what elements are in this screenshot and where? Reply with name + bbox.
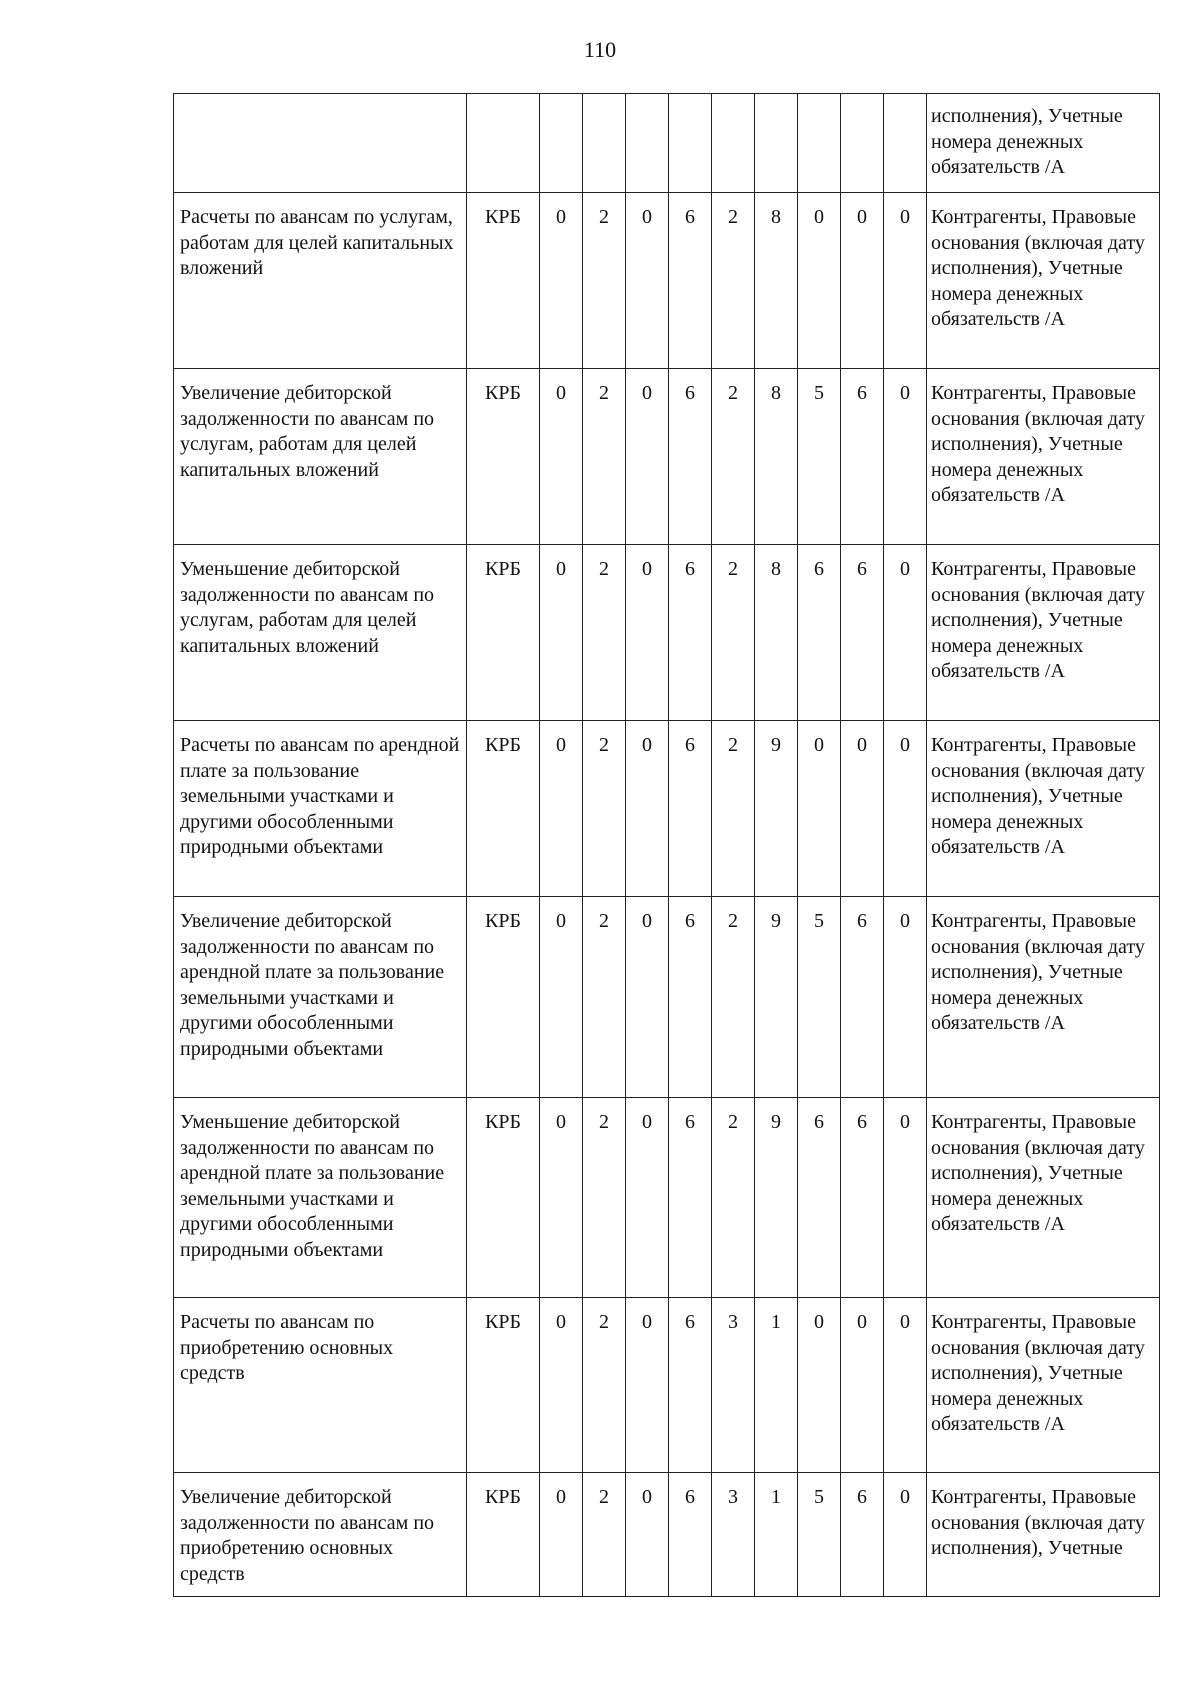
digit-cell: 0	[626, 193, 669, 369]
analytics-attributes-cell: Контрагенты, Правовые основания (включая дату исполнения), Учетные номера денежных обязательств /А	[927, 193, 1160, 369]
account-name-cell: Увеличение дебиторской задолженности по авансам по приобретению основных средств	[174, 1473, 467, 1597]
digit-cell: 0	[884, 193, 927, 369]
account-name-cell	[174, 94, 467, 193]
digit-cell: 5	[798, 897, 841, 1098]
digit-cell: 0	[884, 1298, 927, 1473]
digit-cell: 3	[712, 1298, 755, 1473]
digit-cell: 6	[798, 545, 841, 721]
digit-cell: 2	[583, 1298, 626, 1473]
digit-cell: 5	[798, 369, 841, 545]
analytics-attributes-cell: Контрагенты, Правовые основания (включая дату исполнения), Учетные номера денежных обязательств /А	[927, 721, 1160, 897]
digit-cell: 0	[841, 721, 884, 897]
digit-cell: 6	[669, 193, 712, 369]
accounts-table	[173, 93, 1160, 1597]
digit-cell: 0	[540, 1473, 583, 1597]
table-row	[174, 1098, 1160, 1298]
account-name-cell: Увеличение дебиторской задолженности по авансам по услугам, работам для целей капитальных вложений	[174, 369, 467, 545]
table-row	[174, 545, 1160, 721]
digit-cell	[712, 94, 755, 193]
digit-cell: 0	[540, 369, 583, 545]
digit-cell: 0	[884, 721, 927, 897]
digit-cell: 0	[626, 1098, 669, 1298]
digit-cell: 2	[583, 1473, 626, 1597]
table-body	[174, 94, 1160, 1597]
digit-cell: 2	[583, 369, 626, 545]
digit-cell: 6	[669, 897, 712, 1098]
table-row	[174, 94, 1160, 193]
digit-cell: 2	[583, 545, 626, 721]
digit-cell: 0	[540, 193, 583, 369]
digit-cell: 2	[583, 1098, 626, 1298]
digit-cell: 0	[540, 1098, 583, 1298]
digit-cell: 2	[712, 369, 755, 545]
budget-code-cell: КРБ	[467, 545, 540, 721]
digit-cell: 0	[626, 369, 669, 545]
analytics-attributes-cell: Контрагенты, Правовые основания (включая дату исполнения), Учетные номера денежных обязательств /А	[927, 1298, 1160, 1473]
digit-cell: 6	[669, 369, 712, 545]
budget-code-cell: КРБ	[467, 1473, 540, 1597]
digit-cell	[755, 94, 798, 193]
analytics-attributes-cell: Контрагенты, Правовые основания (включая дату исполнения), Учетные номера денежных обязательств /А	[927, 369, 1160, 545]
table-row	[174, 721, 1160, 897]
digit-cell: 0	[884, 897, 927, 1098]
digit-cell: 6	[669, 1473, 712, 1597]
digit-cell	[583, 94, 626, 193]
digit-cell: 2	[583, 721, 626, 897]
digit-cell: 9	[755, 897, 798, 1098]
page-number: 110	[583, 37, 617, 62]
budget-code-cell: КРБ	[467, 369, 540, 545]
digit-cell: 6	[841, 897, 884, 1098]
digit-cell: 6	[841, 1098, 884, 1298]
digit-cell: 0	[841, 193, 884, 369]
digit-cell: 3	[712, 1473, 755, 1597]
analytics-attributes-cell: Контрагенты, Правовые основания (включая дату исполнения), Учетные	[927, 1473, 1160, 1597]
analytics-attributes-cell: Контрагенты, Правовые основания (включая дату исполнения), Учетные номера денежных обязательств /А	[927, 1098, 1160, 1298]
table-row	[174, 369, 1160, 545]
budget-code-cell: КРБ	[467, 1098, 540, 1298]
digit-cell: 0	[540, 721, 583, 897]
table-row	[174, 1298, 1160, 1473]
account-name-cell: Расчеты по авансам по услугам, работам для целей капитальных вложений	[174, 193, 467, 369]
account-name-cell: Уменьшение дебиторской задолженности по авансам по арендной плате за пользование земельными участками и другими обособленными природными объектами	[174, 1098, 467, 1298]
digit-cell	[884, 94, 927, 193]
account-name-cell: Увеличение дебиторской задолженности по авансам по арендной плате за пользование земельными участками и другими обособленными природными объектами	[174, 897, 467, 1098]
digit-cell: 0	[841, 1298, 884, 1473]
digit-cell	[841, 94, 884, 193]
budget-code-cell: КРБ	[467, 721, 540, 897]
budget-code-cell: КРБ	[467, 1298, 540, 1473]
budget-code-cell	[467, 94, 540, 193]
digit-cell: 2	[583, 897, 626, 1098]
digit-cell: 0	[626, 1473, 669, 1597]
digit-cell: 0	[884, 369, 927, 545]
digit-cell: 6	[841, 545, 884, 721]
digit-cell	[798, 94, 841, 193]
account-name-cell: Расчеты по авансам по арендной плате за пользование земельными участками и другими обособленными природными объектами	[174, 721, 467, 897]
digit-cell	[669, 94, 712, 193]
digit-cell: 0	[540, 545, 583, 721]
digit-cell: 2	[583, 193, 626, 369]
digit-cell: 0	[884, 1473, 927, 1597]
digit-cell: 8	[755, 369, 798, 545]
account-name-cell: Расчеты по авансам по приобретению основных средств	[174, 1298, 467, 1473]
digit-cell: 2	[712, 897, 755, 1098]
digit-cell: 0	[626, 897, 669, 1098]
digit-cell: 6	[669, 721, 712, 897]
analytics-attributes-cell: Контрагенты, Правовые основания (включая дату исполнения), Учетные номера денежных обязательств /А	[927, 897, 1160, 1098]
table-row	[174, 193, 1160, 369]
digit-cell: 0	[884, 545, 927, 721]
table-row	[174, 897, 1160, 1098]
table-row	[174, 1473, 1160, 1597]
digit-cell: 6	[669, 545, 712, 721]
budget-code-cell: КРБ	[467, 193, 540, 369]
digit-cell: 0	[884, 1098, 927, 1298]
digit-cell: 0	[626, 545, 669, 721]
analytics-attributes-cell: исполнения), Учетные номера денежных обязательств /А	[927, 94, 1160, 193]
digit-cell: 8	[755, 545, 798, 721]
digit-cell: 8	[755, 193, 798, 369]
digit-cell: 2	[712, 545, 755, 721]
digit-cell: 6	[669, 1298, 712, 1473]
digit-cell: 0	[540, 1298, 583, 1473]
digit-cell: 9	[755, 721, 798, 897]
digit-cell: 0	[798, 1298, 841, 1473]
account-name-cell: Уменьшение дебиторской задолженности по авансам по услугам, работам для целей капитальных вложений	[174, 545, 467, 721]
digit-cell: 2	[712, 193, 755, 369]
digit-cell: 0	[798, 721, 841, 897]
digit-cell: 6	[841, 369, 884, 545]
digit-cell: 0	[540, 897, 583, 1098]
digit-cell: 0	[626, 1298, 669, 1473]
digit-cell: 0	[626, 721, 669, 897]
digit-cell: 9	[755, 1098, 798, 1298]
digit-cell: 6	[669, 1098, 712, 1298]
digit-cell	[540, 94, 583, 193]
digit-cell: 2	[712, 1098, 755, 1298]
digit-cell: 6	[798, 1098, 841, 1298]
digit-cell: 1	[755, 1298, 798, 1473]
analytics-attributes-cell: Контрагенты, Правовые основания (включая дату исполнения), Учетные номера денежных обязательств /А	[927, 545, 1160, 721]
digit-cell: 2	[712, 721, 755, 897]
digit-cell: 5	[798, 1473, 841, 1597]
budget-code-cell: КРБ	[467, 897, 540, 1098]
digit-cell: 6	[841, 1473, 884, 1597]
digit-cell: 0	[798, 193, 841, 369]
digit-cell: 1	[755, 1473, 798, 1597]
digit-cell	[626, 94, 669, 193]
